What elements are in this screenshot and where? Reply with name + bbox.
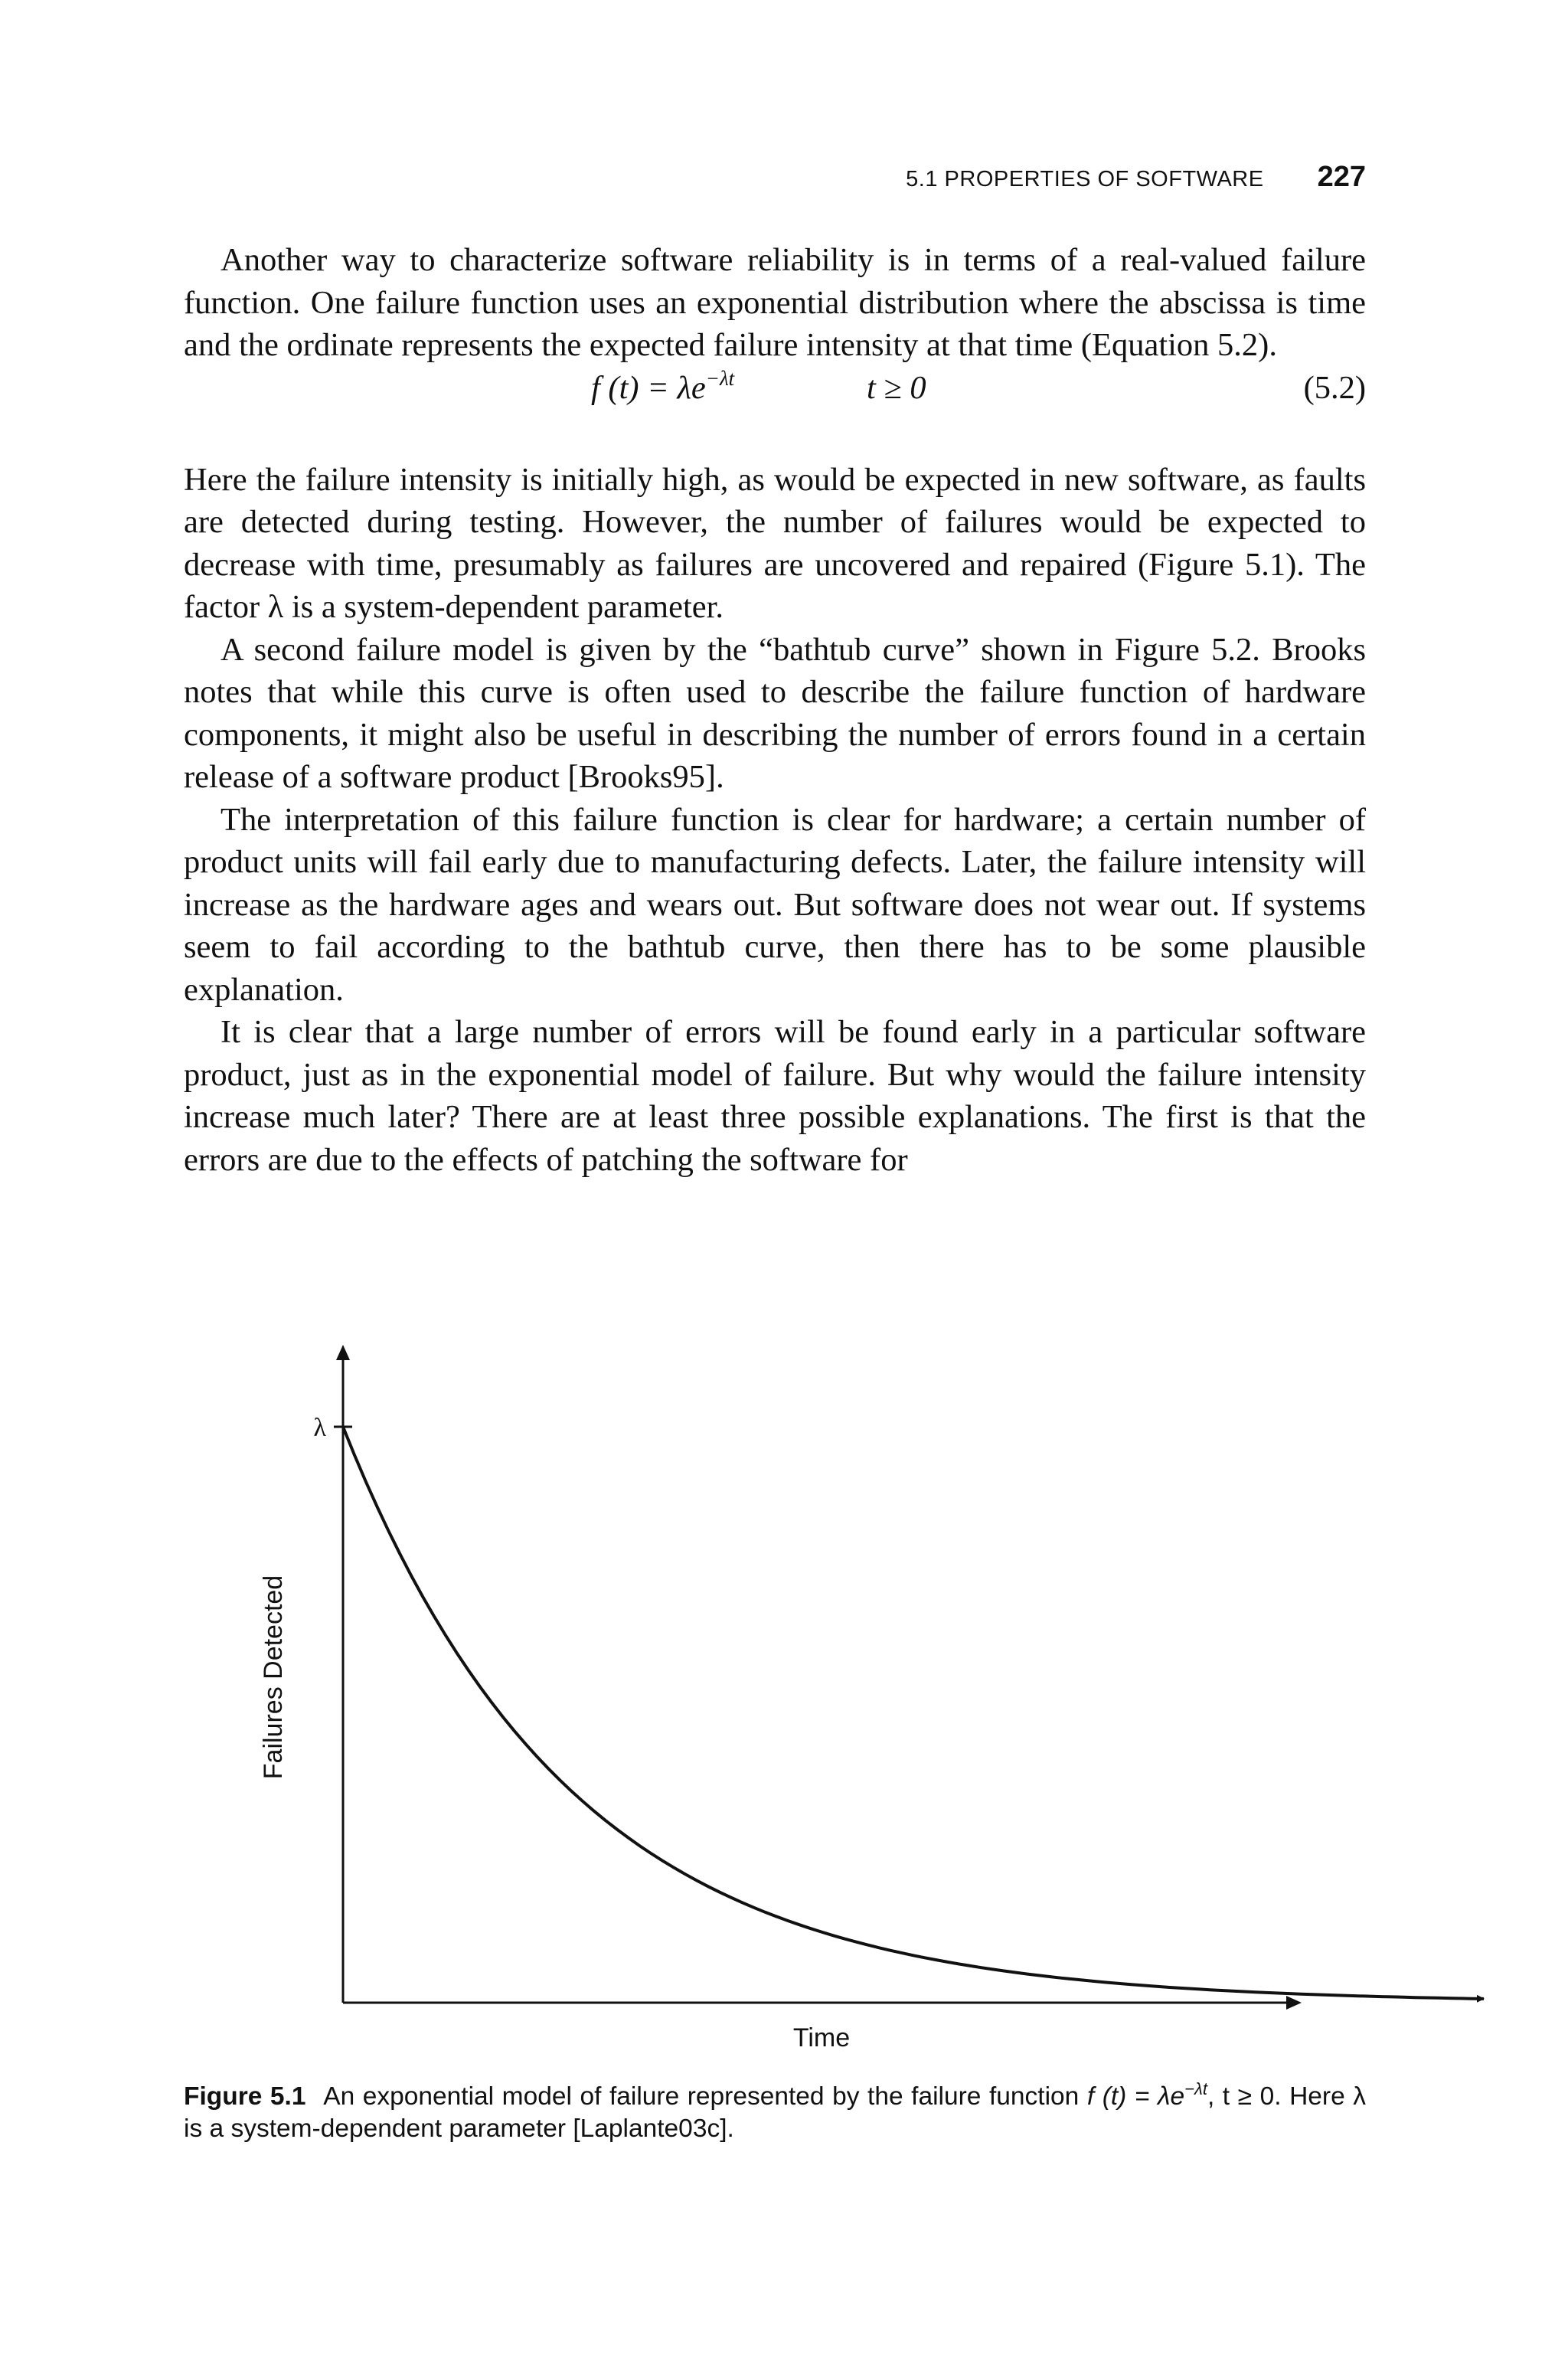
figure-caption-function-text: f (t) = λe xyxy=(1086,2082,1185,2111)
figure-caption-exponent: −λt xyxy=(1184,2079,1207,2098)
y-axis-label: Failures Detected xyxy=(259,1575,288,1780)
figure-caption-text-b: , t ≥ 0. Here λ is a system-dependent parameter [Laplante03c]. xyxy=(184,2082,1367,2143)
y-tick-label-lambda: λ xyxy=(313,1414,326,1442)
series-line-exponential-failure xyxy=(343,1427,1484,1999)
paragraph-1: Another way to characterize software reliability is in terms of a real-valued failure function. One failure function uses an exponential distribution where the abscissa is time and the ordinate represents the expected failure intensity at that time (Equation 5.2). xyxy=(184,242,1366,363)
x-axis-arrow-icon xyxy=(1286,1996,1302,2010)
figure-caption xyxy=(184,2081,1366,2145)
x-axis-label: Time xyxy=(792,2023,851,2052)
equation-number: (5.2) xyxy=(1303,369,1366,406)
paragraph-4: The interpretation of this failure function is clear for hardware; a certain number of product units will fail early due to manufacturing defects. Later, the failure intensity will increase as the hardware ages and wears out. But software does not wear out. If systems seem to fail according to the bathtub curve, then there has to be some plausible explanation. xyxy=(184,801,1366,1008)
y-axis-arrow-icon xyxy=(336,1345,350,1360)
equation-lhs-text: f (t) = λe xyxy=(591,369,706,406)
paragraph-5: It is clear that a large number of errors will be found early in a particular software product, just as in the exponential model of failure. But why would the failure intensity increase much later? There are at least three possible explanations. The first is that the errors are due to the effects of patching the software for xyxy=(184,1014,1366,1178)
paragraph-3: A second failure model is given by the “bathtub curve” shown in Figure 5.2. Brooks notes that while this curve is often used to describe the failure function of hardware components, it might also be useful in describing the number of errors found in a certain release of a software product [Brooks95]. xyxy=(184,631,1366,795)
figure-caption-function xyxy=(1086,2079,1207,2111)
running-head-section: 5.1 PROPERTIES OF SOFTWARE xyxy=(906,167,1264,191)
figure-caption-label: Figure 5.1 xyxy=(184,2082,306,2111)
equation-condition: t ≥ 0 xyxy=(867,369,926,406)
figure-caption-text-a: An exponential model of failure represented by the failure function xyxy=(323,2082,1080,2111)
equation-exponent: −λt xyxy=(705,366,735,390)
page-number: 227 xyxy=(1317,161,1366,193)
paragraph-2: Here the failure intensity is initially high, as would be expected in new software, as faults are detected during testing. However, the number of failures would be expected to decrease with time, presumably as failures are uncovered and repaired (Figure 5.1). The factor λ is a system-dependent parameter. xyxy=(184,461,1366,625)
